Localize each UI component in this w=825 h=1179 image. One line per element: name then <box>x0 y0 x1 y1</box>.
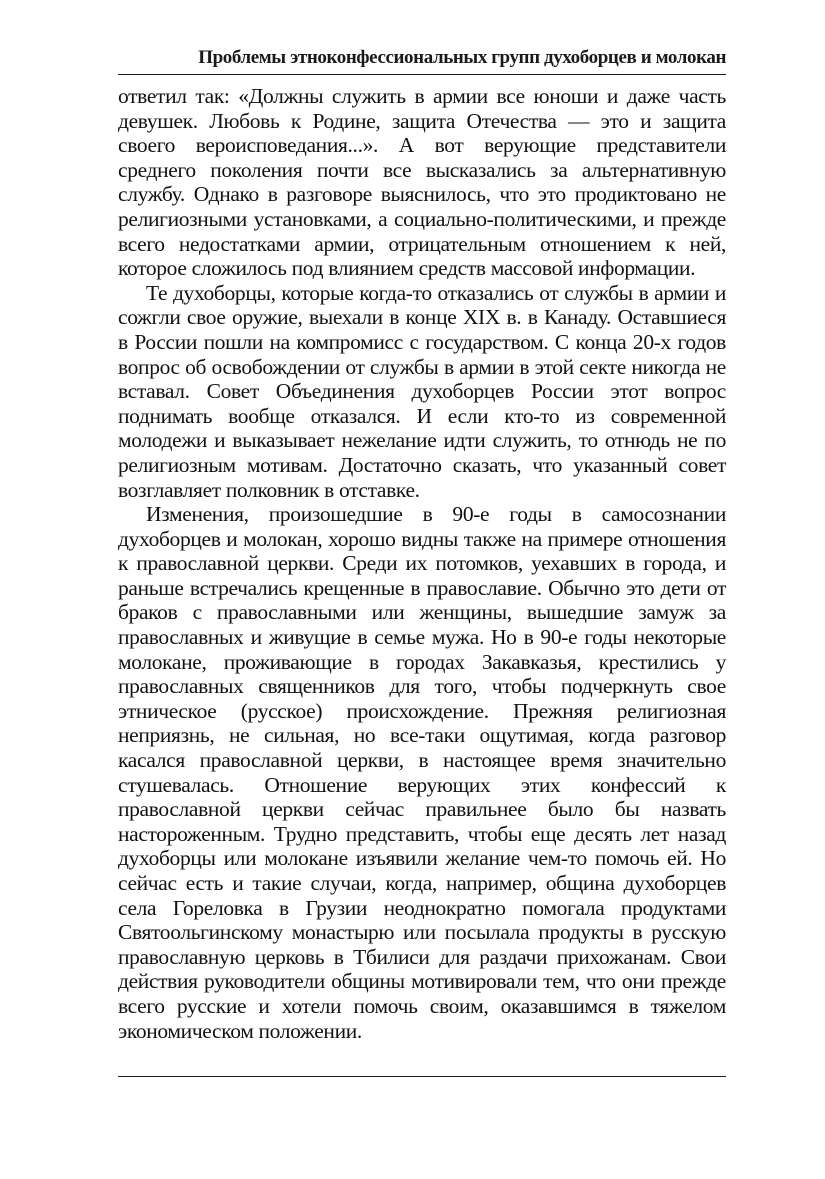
paragraph: Те духоборцы, которые когда-то отказались от службы в армии и сожгли свое оружие, выехали в конце XIX в. в Канаду. Оставшиеся в России пошли на компромисс с государством. С конца 20-х годов вопрос об освобождении от службы в армии в этой секте никогда не вставал. Совет Объединения духоборцев России этот вопрос поднимать вообще отказался. И если кто-то из современной молодежи и выказывает нежелание идти служить, то отнюдь не по религиозным мотивам. Достаточно сказать, что указанный совет возглавляет полковник в отставке. <box>118 280 726 502</box>
header-rule <box>118 74 726 75</box>
body-text <box>118 84 726 1043</box>
paragraph: Изменения, произошедшие в 90-е годы в самосознании духоборцев и молокан, хорошо видны также на примере отношения к православной церкви. Среди их потомков, уехавших в города, и раньше встречались крещенные в православие. Обычно это дети от браков с православными или женщины, вышедшие замуж за православных и живущие в семье мужа. Но в 90-е годы некоторые молокане, проживающие в городах Закавказья, крестились у православных священников для того, чтобы подчеркнуть свое этническое (русское) происхождение. Прежняя религиозная неприязнь, не сильная, но все-таки ощутимая, когда разговор касался православной церкви, в настоящее время значительно стушевалась. Отношение верующих этих конфессий к православной церкви сейчас правильнее было бы назвать настороженным. Трудно представить, чтобы еще десять лет назад духоборцы или молокане изъявили желание чем-то помочь ей. Но сейчас есть и такие случаи, когда, например, община духоборцев села Гореловка в Грузии неоднократно помогала продуктами Святоольгинскому монастырю или посылала продукты в русскую православную церковь в Тбилиси для раздачи прихожанам. Свои действия руководители общины мотивировали тем, что они прежде всего русские и хотели помочь своим, оказавшимся в тяжелом экономическом положении. <box>118 502 726 1043</box>
running-head: Проблемы этноконфессиональных групп духоборцев и молокан <box>198 47 726 68</box>
footer-rule <box>118 1076 726 1077</box>
paragraph: ответил так: «Должны служить в армии все юноши и даже часть девушек. Любовь к Родине, защита Отечества — это и защита своего вероисповедания...». А вот верующие представители среднего поколения почти все высказались за альтернативную службу. Однако в разговоре выяснилось, что это продиктовано не религиозными установками, а социально-политическими, и прежде всего недостатками армии, отрицательным отношением к ней, которое сложилось под влиянием средств массовой информации. <box>118 84 726 281</box>
